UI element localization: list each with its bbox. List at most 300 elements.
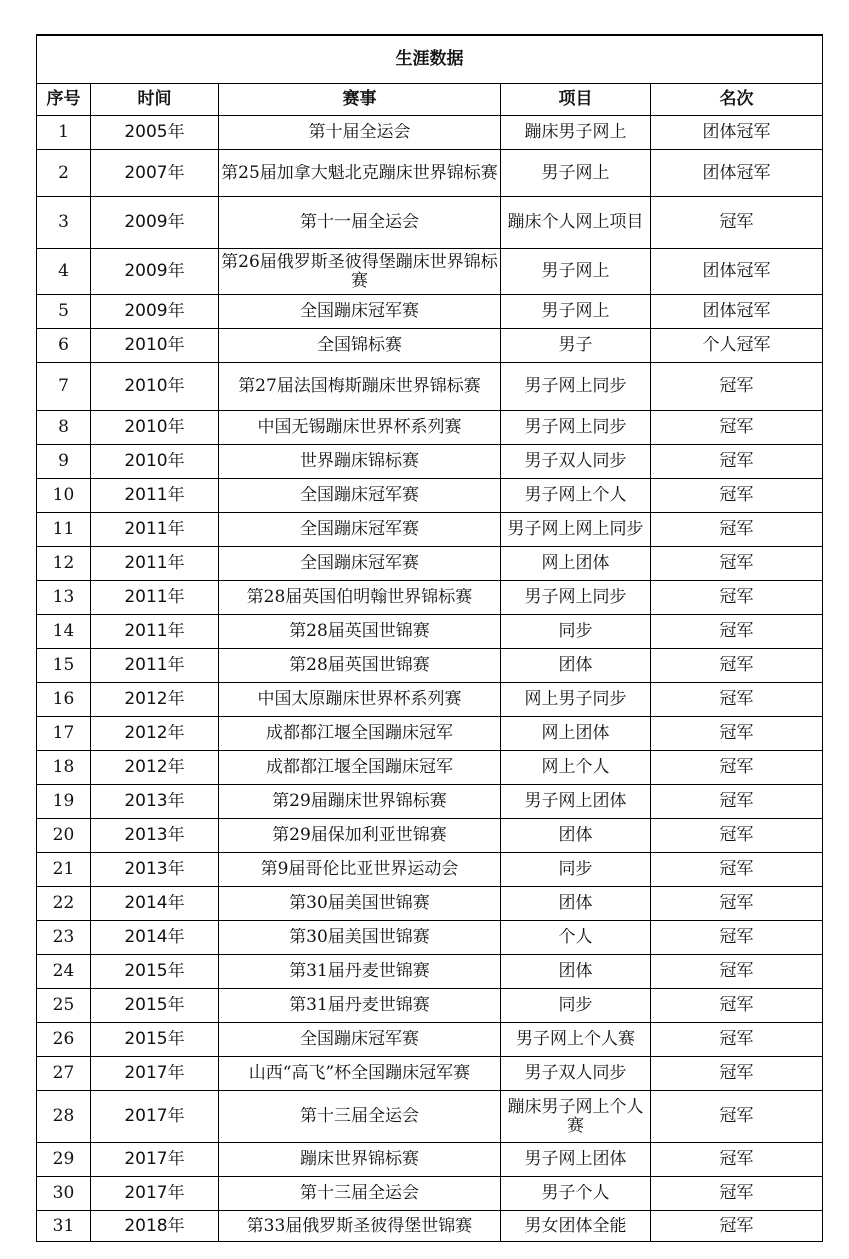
cell-time-text: 2011年 xyxy=(124,588,185,607)
cell-event-text: 第31届丹麦世锦赛 xyxy=(289,996,430,1015)
cell-item-text: 男子网上同步 xyxy=(524,418,627,437)
table-title: 生涯数据 xyxy=(37,35,823,84)
cell-rank xyxy=(651,295,823,329)
cell-event-text: 第25届加拿大魁北克蹦床世界锦标赛 xyxy=(221,163,498,183)
cell-rank xyxy=(651,615,823,649)
cell-number xyxy=(37,887,91,921)
cell-rank xyxy=(651,683,823,717)
cell-event-text: 第30届美国世锦赛 xyxy=(289,928,430,947)
cell-event xyxy=(219,150,501,197)
cell-number xyxy=(37,150,91,197)
cell-rank xyxy=(651,887,823,921)
cell-item xyxy=(501,751,651,785)
cell-number xyxy=(37,249,91,295)
cell-event-text: 成都都江堰全国蹦床冠军 xyxy=(266,724,453,743)
cell-rank-text: 团体冠军 xyxy=(702,302,771,321)
cell-rank xyxy=(651,329,823,363)
header-time: 时间 xyxy=(91,84,219,116)
cell-time xyxy=(91,989,219,1023)
cell-rank xyxy=(651,853,823,887)
cell-event-text: 第9届哥伦比亚世界运动会 xyxy=(260,860,459,879)
table-row xyxy=(37,1023,823,1057)
table-row xyxy=(37,445,823,479)
table-row xyxy=(37,853,823,887)
cell-number-text: 20 xyxy=(52,826,75,845)
cell-rank xyxy=(651,116,823,150)
cell-event xyxy=(219,329,501,363)
cell-event xyxy=(219,445,501,479)
cell-number-text: 2 xyxy=(58,163,69,183)
cell-event-text: 第33届俄罗斯圣彼得堡世锦赛 xyxy=(246,1216,473,1236)
cell-time xyxy=(91,955,219,989)
cell-event xyxy=(219,989,501,1023)
cell-rank xyxy=(651,649,823,683)
cell-number-text: 12 xyxy=(52,554,75,573)
cell-time xyxy=(91,116,219,150)
cell-event-text: 全国蹦床冠军赛 xyxy=(300,302,419,321)
cell-event xyxy=(219,581,501,615)
cell-number-text: 1 xyxy=(58,123,69,142)
cell-time xyxy=(91,887,219,921)
cell-rank-text: 冠军 xyxy=(719,418,754,437)
cell-event-text: 全国蹦床冠军赛 xyxy=(300,486,419,505)
cell-number-text: 22 xyxy=(52,894,75,913)
cell-time xyxy=(91,717,219,751)
cell-event-text: 山西“高飞”杯全国蹦床冠军赛 xyxy=(248,1064,471,1083)
table-row xyxy=(37,295,823,329)
cell-number-text: 23 xyxy=(52,928,75,947)
cell-time-text: 2005年 xyxy=(124,123,185,142)
cell-number xyxy=(37,1143,91,1177)
cell-number-text: 25 xyxy=(52,996,75,1015)
cell-item xyxy=(501,547,651,581)
career-stats-table xyxy=(36,34,823,1242)
cell-time xyxy=(91,751,219,785)
cell-rank xyxy=(651,1177,823,1211)
cell-rank-text: 团体冠军 xyxy=(702,262,771,281)
cell-item-text: 网上个人 xyxy=(541,758,610,777)
cell-time-text: 2015年 xyxy=(124,962,185,981)
table-row xyxy=(37,683,823,717)
cell-rank xyxy=(651,513,823,547)
cell-time-text: 2009年 xyxy=(124,213,185,232)
cell-item-text: 男子网上 xyxy=(541,163,610,183)
cell-item-text: 男子个人 xyxy=(541,1184,610,1203)
cell-rank xyxy=(651,581,823,615)
cell-event xyxy=(219,411,501,445)
cell-time-text: 2015年 xyxy=(124,1030,185,1049)
cell-event xyxy=(219,547,501,581)
table-row xyxy=(37,150,823,197)
cell-item-text: 蹦床男子网上 xyxy=(524,123,627,142)
cell-rank-text: 冠军 xyxy=(719,377,754,396)
cell-item-text: 团体 xyxy=(558,962,593,981)
cell-time xyxy=(91,547,219,581)
cell-number xyxy=(37,116,91,150)
cell-rank-text: 冠军 xyxy=(719,213,754,232)
cell-rank-text: 团体冠军 xyxy=(702,163,771,183)
cell-item xyxy=(501,1091,651,1143)
cell-time-text: 2010年 xyxy=(124,418,185,437)
cell-rank xyxy=(651,150,823,197)
cell-number xyxy=(37,819,91,853)
cell-event-text: 蹦床世界锦标赛 xyxy=(300,1150,419,1169)
cell-event xyxy=(219,116,501,150)
cell-item-text: 男子网上同步 xyxy=(524,377,627,396)
cell-item xyxy=(501,445,651,479)
cell-number xyxy=(37,513,91,547)
cell-event xyxy=(219,1177,501,1211)
table-row xyxy=(37,1177,823,1211)
cell-rank xyxy=(651,1091,823,1143)
header-number: 序号 xyxy=(37,84,91,116)
cell-item-text: 同步 xyxy=(558,996,593,1015)
cell-number xyxy=(37,445,91,479)
cell-time xyxy=(91,295,219,329)
cell-number xyxy=(37,955,91,989)
cell-rank-text: 冠军 xyxy=(719,962,754,981)
cell-event-text: 全国蹦床冠军赛 xyxy=(300,554,419,573)
cell-item-text: 男子网上网上同步 xyxy=(507,520,644,539)
cell-event-text: 第29届保加利亚世锦赛 xyxy=(272,826,447,845)
cell-event-text: 第30届美国世锦赛 xyxy=(289,894,430,913)
cell-time xyxy=(91,1211,219,1242)
cell-time-text: 2012年 xyxy=(124,724,185,743)
cell-item-text: 男子网上 xyxy=(541,262,610,281)
cell-number-text: 26 xyxy=(52,1030,75,1049)
cell-time-text: 2011年 xyxy=(124,622,185,641)
cell-time-text: 2011年 xyxy=(124,656,185,675)
cell-rank xyxy=(651,717,823,751)
cell-number-text: 27 xyxy=(52,1064,75,1083)
cell-time-text: 2017年 xyxy=(124,1107,185,1126)
cell-number-text: 9 xyxy=(58,452,69,471)
cell-time-text: 2012年 xyxy=(124,758,185,777)
cell-time xyxy=(91,479,219,513)
cell-time-text: 2007年 xyxy=(124,163,185,183)
cell-rank xyxy=(651,1211,823,1242)
cell-item-text: 同步 xyxy=(558,622,593,641)
cell-event xyxy=(219,1211,501,1242)
cell-number xyxy=(37,581,91,615)
cell-rank-text: 冠军 xyxy=(719,622,754,641)
cell-item xyxy=(501,649,651,683)
cell-rank xyxy=(651,479,823,513)
cell-time-text: 2017年 xyxy=(124,1064,185,1083)
cell-number-text: 16 xyxy=(52,690,75,709)
cell-time-text: 2011年 xyxy=(124,486,185,505)
table-row xyxy=(37,581,823,615)
cell-item xyxy=(501,785,651,819)
table-row xyxy=(37,547,823,581)
cell-number xyxy=(37,329,91,363)
cell-number-text: 8 xyxy=(58,418,69,437)
cell-number xyxy=(37,295,91,329)
cell-event xyxy=(219,853,501,887)
header-rank: 名次 xyxy=(651,84,823,116)
cell-item xyxy=(501,1023,651,1057)
cell-event xyxy=(219,819,501,853)
cell-item xyxy=(501,887,651,921)
cell-rank-text: 冠军 xyxy=(719,1150,754,1169)
cell-rank-text: 冠军 xyxy=(719,860,754,879)
cell-rank-text: 冠军 xyxy=(719,690,754,709)
cell-event-text: 第28届英国伯明翰世界锦标赛 xyxy=(246,588,473,607)
cell-time xyxy=(91,445,219,479)
cell-item-text: 蹦床个人网上项目 xyxy=(507,213,644,232)
cell-event xyxy=(219,1091,501,1143)
table-row xyxy=(37,197,823,249)
cell-item-text: 男子双人同步 xyxy=(524,1064,627,1083)
cell-time xyxy=(91,197,219,249)
cell-number-text: 14 xyxy=(52,622,75,641)
cell-event-text: 中国无锡蹦床世界杯系列赛 xyxy=(257,418,462,437)
cell-event xyxy=(219,955,501,989)
cell-number xyxy=(37,989,91,1023)
header-event: 赛事 xyxy=(219,84,501,116)
cell-time-text: 2012年 xyxy=(124,690,185,709)
cell-item xyxy=(501,150,651,197)
cell-time xyxy=(91,1177,219,1211)
table-row xyxy=(37,1057,823,1091)
cell-event xyxy=(219,683,501,717)
cell-event-text: 全国蹦床冠军赛 xyxy=(300,520,419,539)
cell-rank xyxy=(651,921,823,955)
cell-time xyxy=(91,683,219,717)
cell-number xyxy=(37,197,91,249)
cell-item xyxy=(501,513,651,547)
cell-event xyxy=(219,649,501,683)
cell-event xyxy=(219,921,501,955)
cell-rank xyxy=(651,547,823,581)
cell-item xyxy=(501,989,651,1023)
cell-rank-text: 冠军 xyxy=(719,1216,754,1236)
cell-event-text: 第31届丹麦世锦赛 xyxy=(289,962,430,981)
cell-item xyxy=(501,819,651,853)
cell-number-text: 4 xyxy=(58,262,69,281)
table-row xyxy=(37,887,823,921)
cell-time xyxy=(91,150,219,197)
cell-time xyxy=(91,785,219,819)
cell-time-text: 2013年 xyxy=(124,826,185,845)
cell-rank-text: 冠军 xyxy=(719,588,754,607)
cell-item xyxy=(501,1143,651,1177)
cell-rank xyxy=(651,955,823,989)
cell-time-text: 2014年 xyxy=(124,894,185,913)
cell-time xyxy=(91,513,219,547)
cell-event xyxy=(219,513,501,547)
cell-rank xyxy=(651,411,823,445)
cell-event-text: 全国蹦床冠军赛 xyxy=(300,1030,419,1049)
cell-rank-text: 冠军 xyxy=(719,894,754,913)
cell-event-text: 第十三届全运会 xyxy=(300,1107,419,1126)
cell-item xyxy=(501,1057,651,1091)
cell-number xyxy=(37,751,91,785)
cell-item xyxy=(501,955,651,989)
cell-item-text: 网上男子同步 xyxy=(524,690,627,709)
cell-time xyxy=(91,1143,219,1177)
cell-item xyxy=(501,615,651,649)
cell-number-text: 7 xyxy=(58,377,69,396)
cell-time xyxy=(91,1091,219,1143)
cell-item xyxy=(501,921,651,955)
cell-rank-text: 冠军 xyxy=(719,792,754,811)
cell-item xyxy=(501,717,651,751)
cell-time xyxy=(91,1023,219,1057)
cell-number-text: 24 xyxy=(52,962,75,981)
table-row xyxy=(37,513,823,547)
cell-number xyxy=(37,921,91,955)
header-item: 项目 xyxy=(501,84,651,116)
cell-event xyxy=(219,295,501,329)
cell-time xyxy=(91,649,219,683)
cell-number-text: 10 xyxy=(52,486,75,505)
cell-number-text: 28 xyxy=(52,1107,75,1126)
table-row xyxy=(37,955,823,989)
table-row xyxy=(37,751,823,785)
cell-rank-text: 冠军 xyxy=(719,1064,754,1083)
cell-item xyxy=(501,363,651,411)
cell-event-text: 第十三届全运会 xyxy=(300,1184,419,1203)
cell-time xyxy=(91,363,219,411)
cell-rank-text: 冠军 xyxy=(719,758,754,777)
cell-number-text: 15 xyxy=(52,656,75,675)
cell-event xyxy=(219,197,501,249)
cell-rank-text: 冠军 xyxy=(719,1030,754,1049)
table-row xyxy=(37,249,823,295)
table-row xyxy=(37,717,823,751)
cell-item xyxy=(501,411,651,445)
cell-number-text: 18 xyxy=(52,758,75,777)
cell-item xyxy=(501,197,651,249)
cell-number xyxy=(37,363,91,411)
cell-item xyxy=(501,683,651,717)
cell-rank-text: 团体冠军 xyxy=(702,123,771,142)
cell-rank xyxy=(651,1057,823,1091)
cell-rank xyxy=(651,445,823,479)
cell-event xyxy=(219,887,501,921)
cell-time-text: 2017年 xyxy=(124,1184,185,1203)
cell-time xyxy=(91,921,219,955)
table-row xyxy=(37,921,823,955)
cell-time xyxy=(91,1057,219,1091)
cell-time-text: 2017年 xyxy=(124,1150,185,1169)
cell-rank-text: 冠军 xyxy=(719,452,754,471)
cell-item xyxy=(501,853,651,887)
table-title-row xyxy=(37,35,823,84)
cell-time-text: 2015年 xyxy=(124,996,185,1015)
cell-item-text: 团体 xyxy=(558,656,593,675)
cell-number xyxy=(37,1177,91,1211)
cell-event-text: 成都都江堰全国蹦床冠军 xyxy=(266,758,453,777)
cell-event-text: 世界蹦床锦标赛 xyxy=(300,452,419,471)
cell-number-text: 31 xyxy=(52,1216,75,1236)
cell-event xyxy=(219,751,501,785)
cell-time xyxy=(91,615,219,649)
cell-item-text: 男子双人同步 xyxy=(524,452,627,471)
table-row xyxy=(37,329,823,363)
cell-event-text: 中国太原蹦床世界杯系列赛 xyxy=(257,690,462,709)
cell-time-text: 2009年 xyxy=(124,262,185,281)
cell-event-text: 第28届英国世锦赛 xyxy=(289,656,430,675)
cell-time-text: 2014年 xyxy=(124,928,185,947)
cell-number xyxy=(37,1091,91,1143)
cell-item xyxy=(501,479,651,513)
table-row xyxy=(37,363,823,411)
cell-rank xyxy=(651,197,823,249)
cell-item-text: 男子网上团体 xyxy=(524,792,627,811)
cell-number-text: 11 xyxy=(52,520,75,539)
cell-item-text: 男女团体全能 xyxy=(524,1216,627,1236)
table-row xyxy=(37,649,823,683)
cell-item-text: 男子网上 xyxy=(541,302,610,321)
cell-rank xyxy=(651,785,823,819)
cell-time-text: 2009年 xyxy=(124,302,185,321)
cell-event-text: 第26届俄罗斯圣彼得堡蹦床世界锦标赛 xyxy=(221,252,498,291)
table-body xyxy=(37,116,823,1242)
cell-event-text: 第27届法国梅斯蹦床世界锦标赛 xyxy=(238,377,481,396)
table-row xyxy=(37,1091,823,1143)
cell-rank xyxy=(651,819,823,853)
cell-rank-text: 冠军 xyxy=(719,1107,754,1126)
cell-number-text: 19 xyxy=(52,792,75,811)
cell-item xyxy=(501,1211,651,1242)
cell-item-text: 网上团体 xyxy=(541,724,610,743)
cell-item-text: 个人 xyxy=(558,928,593,947)
cell-number xyxy=(37,615,91,649)
cell-rank-text: 冠军 xyxy=(719,1184,754,1203)
cell-rank-text: 冠军 xyxy=(719,656,754,675)
cell-event xyxy=(219,363,501,411)
cell-number-text: 17 xyxy=(52,724,75,743)
cell-item xyxy=(501,116,651,150)
cell-rank-text: 冠军 xyxy=(719,724,754,743)
cell-number xyxy=(37,853,91,887)
cell-number xyxy=(37,547,91,581)
cell-number-text: 29 xyxy=(52,1150,75,1169)
cell-item xyxy=(501,1177,651,1211)
cell-event xyxy=(219,1023,501,1057)
cell-number-text: 30 xyxy=(52,1184,75,1203)
cell-number xyxy=(37,785,91,819)
cell-event-text: 第29届蹦床世界锦标赛 xyxy=(272,792,447,811)
cell-time-text: 2011年 xyxy=(124,520,185,539)
cell-rank xyxy=(651,249,823,295)
cell-time xyxy=(91,329,219,363)
cell-number xyxy=(37,1211,91,1242)
cell-event xyxy=(219,717,501,751)
cell-number-text: 6 xyxy=(58,336,69,355)
cell-number xyxy=(37,1023,91,1057)
cell-item-text: 男子 xyxy=(558,336,593,355)
cell-time-text: 2010年 xyxy=(124,377,185,396)
cell-event xyxy=(219,785,501,819)
cell-time-text: 2013年 xyxy=(124,860,185,879)
cell-number-text: 13 xyxy=(52,588,75,607)
cell-rank-text: 冠军 xyxy=(719,996,754,1015)
cell-rank xyxy=(651,751,823,785)
cell-rank-text: 冠军 xyxy=(719,486,754,505)
cell-item-text: 蹦床男子网上个人赛 xyxy=(507,1097,644,1136)
cell-time xyxy=(91,819,219,853)
cell-time xyxy=(91,581,219,615)
cell-number xyxy=(37,649,91,683)
cell-event-text: 第十一届全运会 xyxy=(300,213,419,232)
cell-item-text: 团体 xyxy=(558,826,593,845)
cell-rank-text: 冠军 xyxy=(719,928,754,947)
cell-time-text: 2011年 xyxy=(124,554,185,573)
cell-event xyxy=(219,479,501,513)
